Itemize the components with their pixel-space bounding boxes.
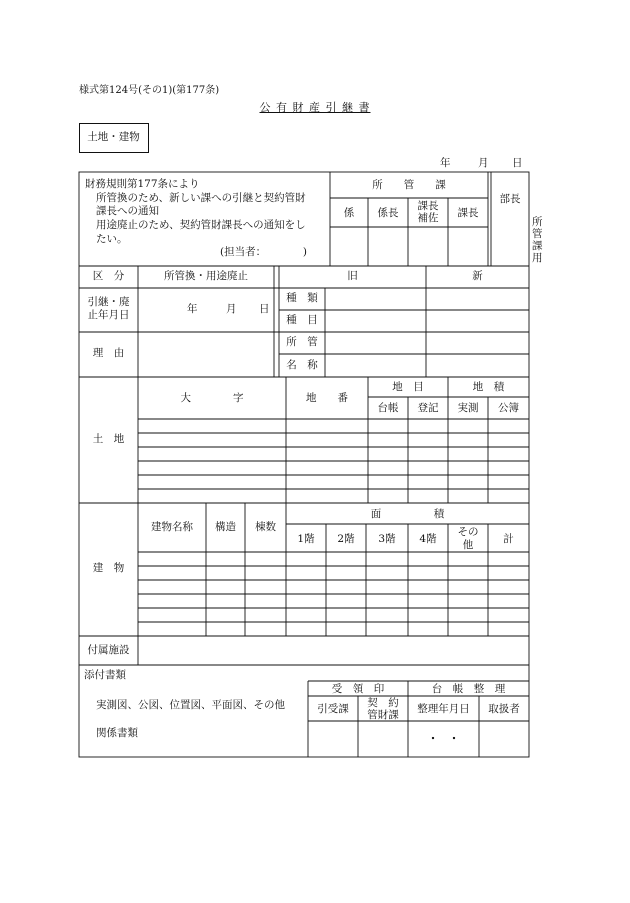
building-col-menseki: 面 積	[370, 508, 445, 520]
info-old-label: 旧	[347, 270, 358, 282]
approval-col-kakari: 係	[343, 207, 355, 219]
header-date-year: 年	[440, 157, 451, 169]
building-col-kozo: 構造	[215, 521, 236, 533]
approval-col-kachohosa-2: 補佐	[417, 212, 439, 224]
shumoku-label: 種 目	[286, 314, 318, 326]
hikitsugi-label-1: 引継・廃	[87, 296, 130, 308]
form-outer-frame	[79, 172, 529, 757]
building-section-label: 建 物	[92, 562, 125, 574]
ledger-col-handler: 取扱者	[488, 703, 520, 715]
notice-line-4: 用途廃止のため、契約管財課長への通知をし	[96, 219, 306, 231]
building-col-name: 建物名称	[151, 521, 193, 533]
land-sub-kobo: 公簿	[498, 402, 519, 414]
building-floor-2: 2階	[337, 533, 355, 545]
land-section-label: 土 地	[92, 433, 125, 445]
building-col-muneshu: 棟数	[255, 521, 276, 533]
notice-line-2: 所管換のため、新しい課への引継と契約管財	[96, 192, 306, 204]
building-floor-1: 1階	[297, 533, 315, 545]
building-floor-4: 4階	[419, 533, 437, 545]
approval-col-kakaricho: 係長	[377, 207, 399, 219]
attachments-label: 添付書類	[84, 669, 126, 681]
building-floor-3: 3階	[378, 533, 396, 545]
receipt-col-keiyaku-1: 契 約	[367, 697, 399, 709]
receipt-header: 受 領 印	[331, 683, 385, 695]
ledger-header: 台 帳 整 理	[431, 683, 506, 695]
document-title: 公 有 財 産 引 継 書	[259, 101, 371, 114]
riyu-label: 理 由	[92, 347, 125, 359]
form-number: 様式第124号(その1)(第177条)	[79, 85, 220, 96]
land-sub-jissoku: 実測	[457, 402, 479, 414]
meisho-label: 名 称	[286, 359, 318, 371]
shurui-label: 種 類	[286, 292, 318, 304]
attachments-line-1: 実測図、公図、位置図、平面図、その他	[96, 699, 285, 711]
land-sub-toki: 登記	[417, 402, 439, 414]
category-label: 土地・建物	[87, 131, 140, 143]
hikitsugi-date-day: 日	[259, 303, 270, 315]
hikitsugi-date-year: 年	[187, 303, 198, 315]
approval-side-label: 所管課用	[532, 216, 543, 264]
kubun-label: 区 分	[92, 270, 125, 282]
approval-col-bucho: 部長	[499, 193, 521, 205]
shokan-label: 所 管	[286, 336, 318, 348]
receipt-col-receiving: 引受課	[317, 703, 349, 715]
attachments-line-2: 関係書類	[96, 727, 138, 739]
land-col-chimoku: 地 目	[392, 381, 424, 393]
hikitsugi-label-2: 止年月日	[87, 309, 130, 321]
building-other-2: 他	[462, 539, 474, 551]
land-col-oaza: 大 字	[180, 392, 244, 404]
notice-line-5: たい。	[96, 233, 128, 245]
notice-person: (担当者： )	[220, 246, 307, 258]
land-sub-daicho: 台帳	[377, 402, 399, 414]
ledger-date-dots: ・ ・	[427, 733, 460, 745]
hikitsugi-date-month: 月	[226, 303, 237, 315]
info-new-label: 新	[472, 270, 483, 282]
header-date-day: 日	[512, 157, 523, 169]
building-total: 計	[503, 533, 514, 545]
ledger-col-date: 整理年月日	[417, 703, 470, 715]
kubun-value: 所管換・用途廃止	[164, 270, 248, 282]
receipt-col-keiyaku-2: 管財課	[367, 709, 399, 721]
land-col-chiban: 地 番	[306, 392, 348, 404]
building-other-1: その	[457, 526, 479, 538]
approval-col-kacho: 課長	[457, 207, 479, 219]
notice-line-3: 課長への通知	[96, 205, 159, 217]
header-date-month: 月	[478, 157, 489, 169]
approval-section-header: 所 管 課	[372, 179, 446, 191]
approval-col-kachohosa-1: 課長	[417, 200, 439, 212]
notice-line-1: 財務規則第177条により	[85, 178, 200, 190]
land-col-chiseki: 地 積	[472, 381, 505, 393]
facility-label: 付属施設	[87, 644, 130, 656]
